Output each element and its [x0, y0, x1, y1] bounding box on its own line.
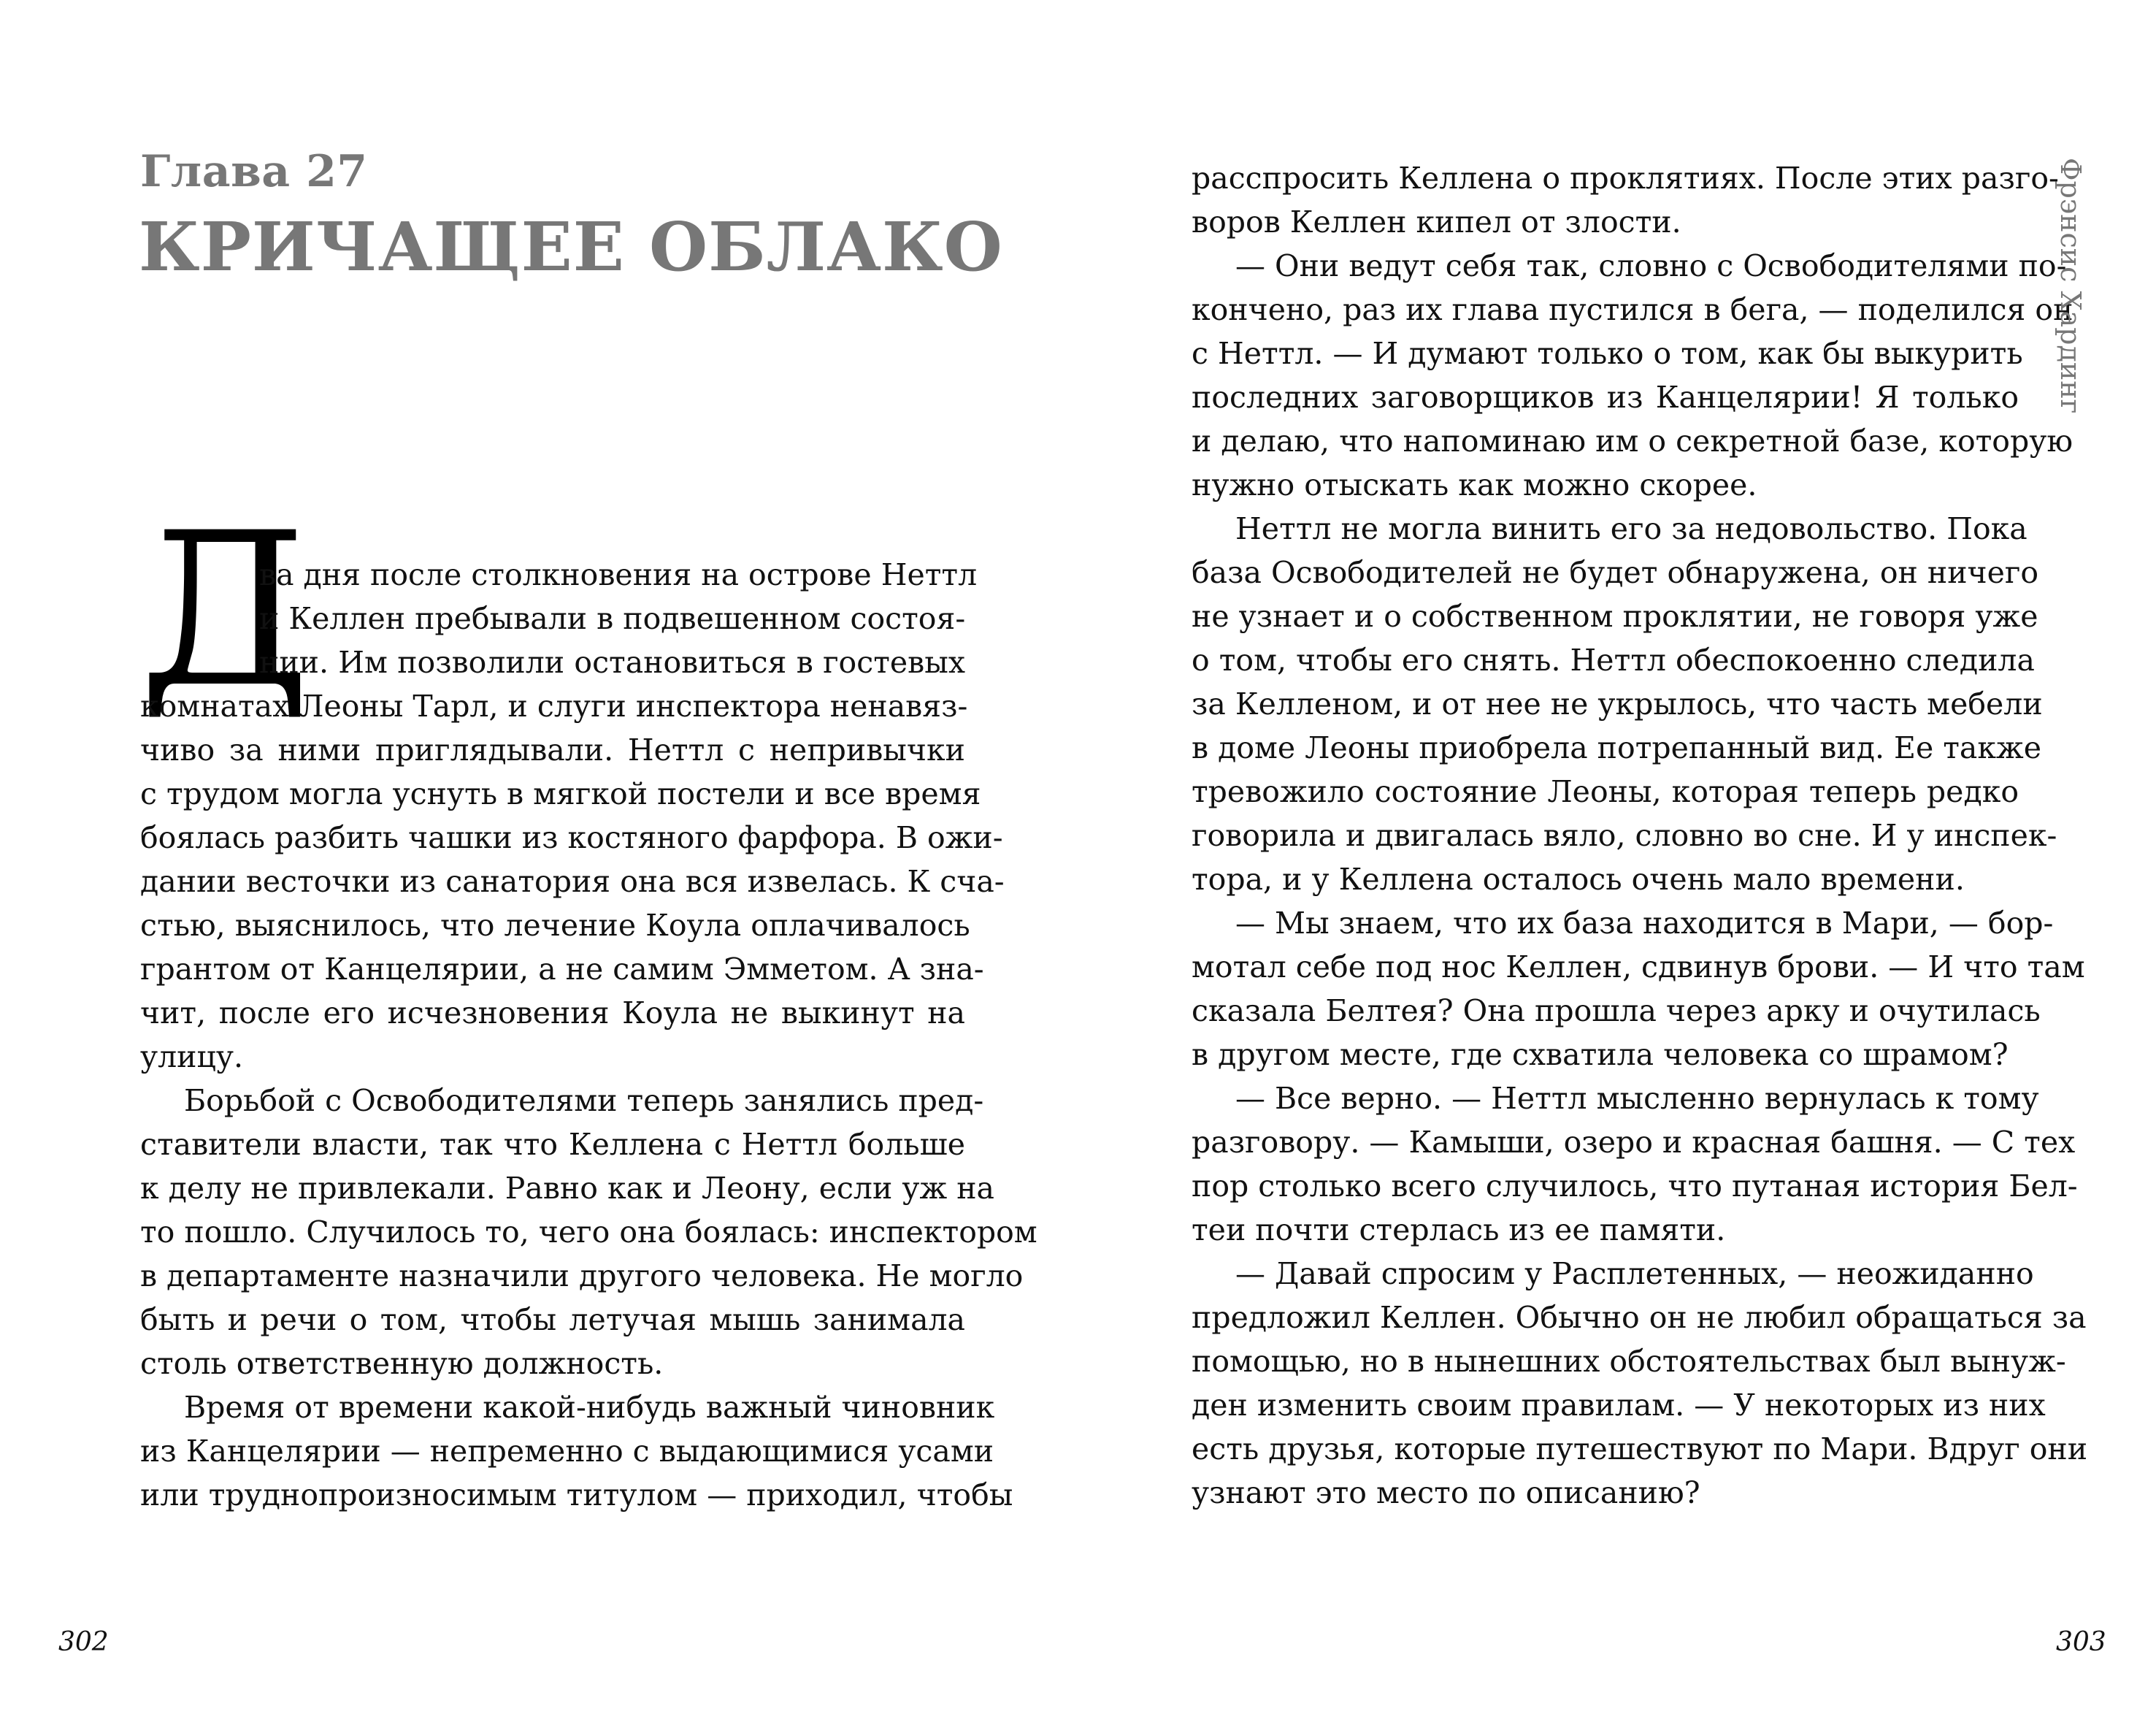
page-number-left: 302	[58, 1627, 109, 1657]
text-line: в доме Леоны приобрела потрепанный вид. Ее также	[1192, 730, 2041, 765]
text-line: грантом от Канцелярии, а не самим Эмметом. А зна-	[140, 952, 984, 987]
text-line: база Освободителей не будет обнаружена, он ничего	[1192, 555, 2039, 590]
text-line: узнают это место по описанию?	[1192, 1475, 1700, 1510]
text-line: ден изменить своим правилам. — У некоторых из них	[1192, 1388, 2046, 1423]
text-line: из Канцелярии — непременно с выдающимися усами	[140, 1434, 994, 1469]
text-line: нии. Им позволили остановиться в гостевых	[259, 645, 965, 680]
author-name: Фрэнсис Хардинг	[2055, 158, 2087, 414]
text-line: ва дня после столкновения на острове Неттл	[259, 557, 978, 592]
text-line: нужно отыскать как можно скорее.	[1192, 467, 1757, 502]
text-line: чит, после его исчезновения Коула не выкинут на	[140, 995, 965, 1030]
text-line: с Неттл. — И думают только о том, как бы выкурить	[1192, 336, 2023, 371]
text-line: и делаю, что напоминаю им о секретной базе, которую	[1192, 424, 2073, 459]
text-line: чиво за ними приглядывали. Неттл с непривычки	[140, 733, 965, 768]
text-line: не узнает и о собственном проклятии, не говоря уже	[1192, 599, 2038, 634]
text-line: комнатах Леоны Тарл, и слуги инспектора ненавяз-	[140, 689, 968, 724]
text-line: Неттл не могла винить его за недовольство. Пока	[1235, 511, 2028, 546]
text-line: говорила и двигалась вяло, словно во сне. И у инспек-	[1192, 818, 2057, 853]
text-line: Время от времени какой-нибудь важный чиновник	[184, 1390, 995, 1425]
text-line: — Мы знаем, что их база находится в Мари, — бор-	[1235, 906, 2054, 941]
text-line: столь ответственную должность.	[140, 1346, 664, 1381]
text-line: пор столько всего случилось, что путаная история Бел-	[1192, 1169, 2078, 1204]
chapter-title: КРИЧАЩЕЕ ОБЛАКО	[139, 207, 1003, 286]
text-line: помощью, но в нынешних обстоятельствах был вынуж-	[1192, 1344, 2066, 1379]
text-line: и Келлен пребывали в подвешенном состоя-	[259, 601, 966, 636]
text-line: или труднопроизносимым титулом — приходил, чтобы	[140, 1477, 1013, 1512]
text-line: расспросить Келлена о проклятиях. После этих разго-	[1192, 161, 2059, 196]
text-line: улицу.	[140, 1039, 244, 1074]
text-line: сказала Белтея? Она прошла через арку и очутилась	[1192, 993, 2041, 1028]
text-line: Борьбой с Освободителями теперь занялись пред-	[184, 1083, 984, 1118]
page-number-right: 303	[2056, 1627, 2106, 1657]
text-line: есть друзья, которые путешествуют по Мари. Вдруг они	[1192, 1431, 2088, 1466]
text-line: дании весточки из санатория она вся извелась. К сча-	[140, 864, 1005, 899]
text-line: — Все верно. — Неттл мысленно вернулась к тому	[1235, 1081, 2039, 1116]
text-line: стью, выяснилось, что лечение Коула оплачивалось	[140, 908, 970, 943]
text-line: тревожило состояние Леоны, которая теперь редко	[1192, 774, 2019, 809]
text-line: в департаменте назначили другого человека. Не могло	[140, 1258, 1024, 1293]
text-line: — Давай спросим у Расплетенных, — неожиданно	[1235, 1256, 2034, 1291]
text-line: о том, чтобы его снять. Неттл обеспокоенно следила	[1192, 643, 2035, 678]
text-line: последних заговорщиков из Канцелярии! Я только	[1192, 380, 2019, 415]
text-line: быть и речи о том, чтобы летучая мышь занимала	[140, 1302, 965, 1337]
text-line: к делу не привлекали. Равно как и Леону, если уж на	[140, 1171, 994, 1206]
running-header-author	[2056, 158, 2085, 435]
text-line: тора, и у Келлена осталось очень мало времени.	[1192, 862, 1965, 897]
text-line: воров Келлен кипел от злости.	[1192, 204, 1681, 240]
text-line: боялась разбить чашки из костяного фарфора. В ожи-	[140, 820, 1003, 855]
text-line: за Келленом, и от нее не укрылось, что часть мебели	[1192, 686, 2043, 722]
text-line: в другом месте, где схватила человека со шрамом?	[1192, 1037, 2009, 1072]
text-line: разговору. — Камыши, озеро и красная башня. — С тех	[1192, 1125, 2076, 1160]
text-line: предложил Келлен. Обычно он не любил обращаться за	[1192, 1300, 2087, 1335]
drop-cap: Д	[139, 488, 311, 734]
text-line: с трудом могла уснуть в мягкой постели и все время	[140, 776, 981, 811]
right-page	[1078, 0, 2156, 1725]
text-line: ставители власти, так что Келлена с Неттл больше	[140, 1127, 965, 1162]
text-line: кончено, раз их глава пустился в бега, — поделился он	[1192, 292, 2073, 327]
text-line: — Они ведут себя так, словно с Освободителями по-	[1235, 248, 2067, 283]
text-line: теи почти стерлась из ее памяти.	[1192, 1212, 1726, 1247]
text-line: то пошло. Случилось то, чего она боялась: инспектором	[140, 1215, 1037, 1250]
chapter-label: Глава 27	[140, 146, 368, 197]
text-line: мотал себе под нос Келлен, сдвинув брови. — И что там	[1192, 949, 2085, 984]
